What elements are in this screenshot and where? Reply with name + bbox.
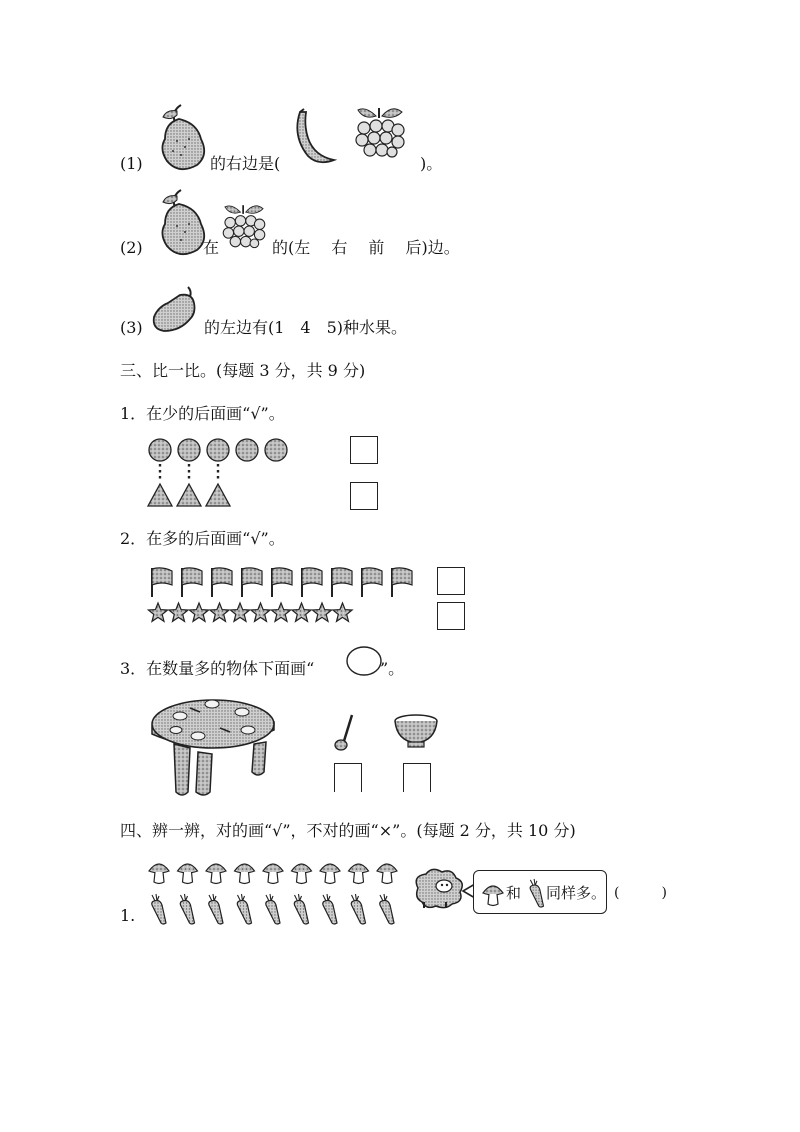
section4-heading: 四、辨一辨，对的画“√”，不对的画“×”。(每题 2 分，共 10 分) [120,821,576,840]
answer-box-balls[interactable] [350,436,378,464]
speech-bubble [473,870,607,914]
mushrooms-row [148,860,398,886]
answer-box-flags[interactable] [437,567,465,595]
stars-row [148,602,358,626]
answer-box-triangles[interactable] [350,482,378,510]
carrot-icon [152,894,166,924]
carrots-row [148,893,404,927]
star-icon [148,603,167,621]
section3-heading: 三、比一比。(每题 3 分，共 9 分) [120,361,366,380]
q1-text-b: )。 [420,154,443,173]
ball-icon [178,439,200,461]
sheep-icon [410,868,466,910]
carrot-icon [526,878,546,908]
s3-q2-prompt: 2．在多的后面画“√”。 [120,529,285,548]
dotted-connectors [146,462,246,484]
mushroom-icon [149,864,169,884]
banana-icon [290,108,338,166]
q2-text-a: 在 [203,238,220,257]
answer-box-spoon[interactable] [334,763,362,792]
pear-icon [155,103,207,175]
grapes-icon [352,102,408,162]
triangle-icon [177,484,201,506]
answer-box-stars[interactable] [437,602,465,630]
circle-symbol-icon [344,644,384,678]
s3-q1-prompt: 1．在少的后面画“√”。 [120,404,285,423]
s3-q3-prompt-a: 3．在数量多的物体下面画“ [120,659,315,678]
answer-paren[interactable]: ( ) [614,885,667,901]
s3-q3-prompt-b: ”。 [380,659,405,678]
grapes-icon [218,200,270,252]
bowl-icon [393,713,439,749]
pear-icon [155,188,207,260]
ball-icon [236,439,258,461]
table-icon [146,692,278,802]
q2-text-b: 的(左 右 前 后)边。 [272,238,460,257]
ball-icon [207,439,229,461]
answer-box-bowl[interactable] [403,763,431,792]
triangle-icon [148,484,172,506]
q1-number: (1) [120,154,143,173]
q3-number: (3) [120,318,143,337]
q3-text: 的左边有(1 4 5)种水果。 [204,318,408,337]
ball-icon [149,439,171,461]
flags-row [148,565,428,599]
q1-text-a: 的右边是( [210,154,281,173]
q2-number: (2) [120,238,143,257]
spoon-icon [332,713,360,753]
bubble-same: 同样多。 [546,884,607,902]
s4-q1-number: 1. [120,906,136,925]
ball-icon [265,439,287,461]
triangles-row [146,482,246,510]
mushroom-icon [482,882,504,906]
eggplant-icon [152,283,200,335]
flag-icon [152,568,172,597]
triangle-icon [206,484,230,506]
bubble-and: 和 [506,884,522,902]
